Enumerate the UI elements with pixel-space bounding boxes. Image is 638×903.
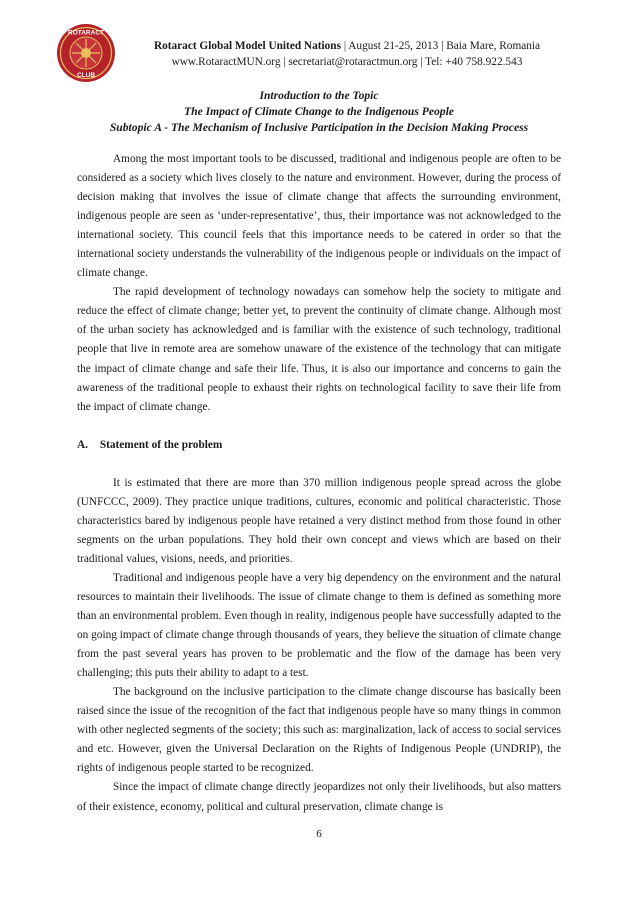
- section-number: A.: [77, 438, 88, 451]
- topic-intro-heading: Introduction to the Topic: [259, 89, 379, 102]
- logo-hub: [81, 48, 91, 58]
- contact-line: www.RotaractMUN.org | secretariat@rotaractmun.org | Tel: +40 758.922.543: [171, 56, 523, 68]
- section-heading: [77, 436, 561, 455]
- rotaract-club-logo: [56, 23, 116, 83]
- subtopic-title: Subtopic A - The Mechanism of Inclusive Participation in the Decision Making Process: [109, 121, 529, 134]
- event-details: | August 21-25, 2013 | Baia Mare, Romania: [343, 40, 541, 52]
- body-paragraph: Since the impact of climate change directly jeopardizes not only their livelihoods, but also matters of their existence, economy, political and cultural preservation, climate change is: [77, 781, 561, 813]
- document-body: [77, 150, 561, 817]
- title-block: [40, 88, 598, 136]
- page-header: [116, 38, 578, 70]
- section-title: Statement of the problem: [99, 438, 223, 451]
- body-paragraph: Among the most important tools to be discussed, traditional and indigenous people are often to be considered as a society which lives closely to the nature and environment. However, during the process of decision making that involves the issue of climate change that affects the surrounding environment, indigenous people are seen as ‘under-representative’, thus, their importance was not acknowledged to the international society. This council feels that this importance needs to be catered in order so that the international society understands the vulnerability of the indigenous people or individuals on the impact of climate change.: [77, 153, 561, 280]
- page-number: 6: [316, 828, 322, 840]
- logo-top-text: ROTARACT: [68, 29, 104, 37]
- body-paragraph: The rapid development of technology nowadays can somehow help the society to mitigate and reduce the effect of climate change; better yet, to prevent the continuity of climate change. Although most of the urban society has acknowledged and is familiar with the existence of such technology, traditional people that live in remote area are somehow unaware of the existence of the technology that can mitigate the impact of climate change and safe their life. Thus, it is also our importance and concerns to gain the awareness of the traditional people to exhaust their rights on technological facility to save their life from the impact of climate change.: [77, 286, 561, 413]
- body-paragraph: The background on the inclusive participation to the climate change discourse has basically been raised since the issue of the recognition of the fact that indigenous people have so many things in common with other neglected segments of the society; this such as: marginalization, lack of access to social services and etc. However, given the Universal Declaration on the Rights of Indigenous People (UNDRIP), the rights of indigenous people started to be recognized.: [77, 686, 561, 775]
- body-paragraph: Traditional and indigenous people have a very big dependency on the environment and the natural resources to maintain their livelihoods. The issue of climate change to them is defined as something more than an environmental problem. Even though in reality, indigenous people have successfully adapted to the on going impact of climate change through thousands of years, they believe the situation of climate change from the past several years has proven to be problematic and the flow of the damage has been very challenging; this puts their ability to adapt to a test.: [77, 571, 561, 680]
- body-paragraph: It is estimated that there are more than 370 million indigenous people spread across the globe (UNFCCC, 2009). They practice unique traditions, cultures, economic and political characteristic. Those characteristics bared by indigenous people have retained a very distinct method from those found in other segments on the urban populations. They hold their own concept and views which are based on their traditional values, visions, needs, and priorities.: [77, 476, 561, 565]
- logo-bottom-text: CLUB: [76, 72, 96, 79]
- topic-title: The Impact of Climate Change to the Indigenous People: [184, 105, 454, 118]
- org-name: Rotaract Global Model United Nations: [153, 40, 341, 52]
- header-line-1: [116, 38, 578, 54]
